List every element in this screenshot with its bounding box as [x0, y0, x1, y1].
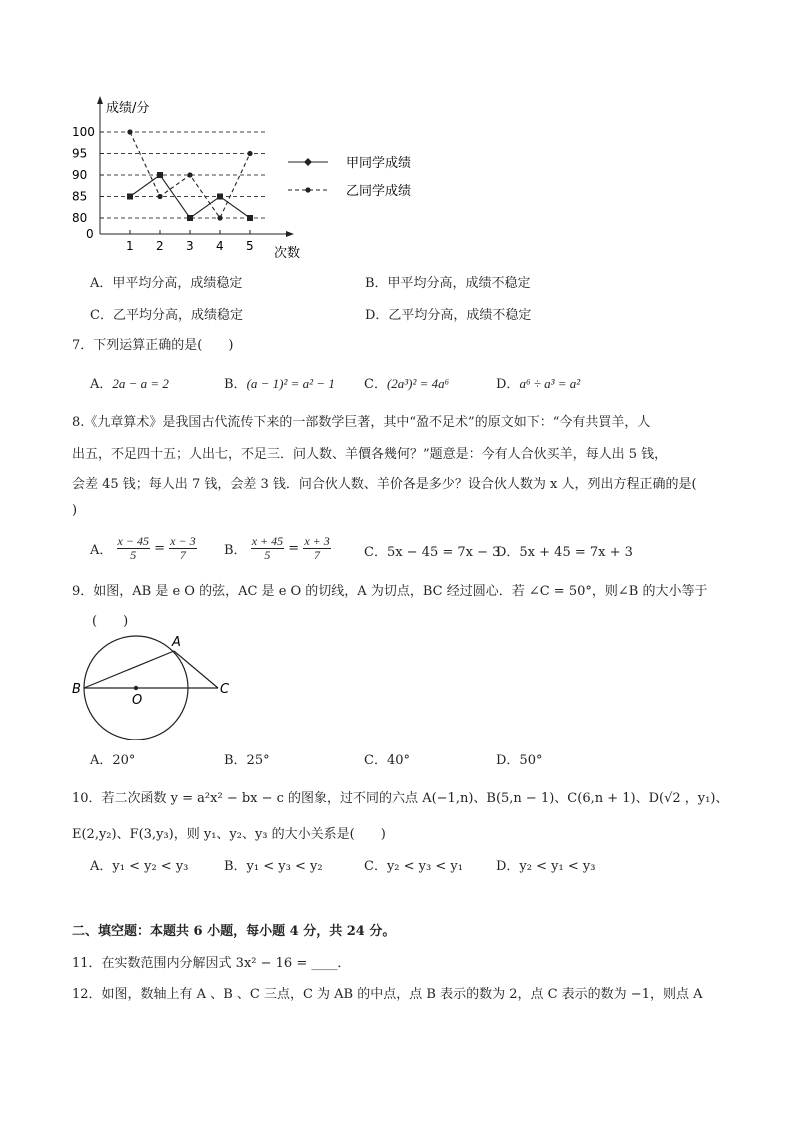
q10-line-2: E(2,y₂)、F(3,y₃)，则 y₁、y₂、y₃ 的大小关系是( ) — [72, 827, 386, 842]
q10-option-c: C．y₂ < y₃ < y₁ — [364, 859, 463, 874]
q8-b-label: B． — [224, 543, 247, 558]
x-axis-label: 次数 — [274, 246, 301, 261]
x-tick-label-1: 1 — [126, 239, 134, 253]
origin-label: 0 — [86, 227, 94, 241]
q7-a-label: A． — [90, 377, 113, 392]
q8-b-equals: = — [288, 541, 300, 556]
y-tick-label-80: 80 — [72, 211, 88, 225]
q8-b-left-num: x + 45 — [251, 534, 284, 548]
series-0-point-2 — [187, 215, 193, 221]
segment-ac — [174, 651, 218, 688]
q6-option-d: D．乙平均分高，成绩不稳定 — [365, 308, 532, 323]
series-0-point-0 — [127, 194, 133, 200]
q7-stem: 7．下列运算正确的是( ) — [72, 338, 234, 353]
series-1-point-2 — [187, 172, 192, 177]
q8-line-2: 出五，不足四十五；人出七，不足三．问人数、羊價各幾何？”题意是：今有人合伙买羊，每人出 5 钱， — [72, 447, 668, 462]
series-line-0 — [130, 175, 250, 218]
q8-a-left-fraction — [117, 535, 150, 562]
x-tick-label-3: 3 — [186, 239, 194, 253]
y-axis-arrow — [97, 96, 103, 104]
legend-label-1: 乙同学成绩 — [346, 184, 412, 199]
q7-option-a — [90, 373, 169, 392]
q7-a-expr: 2a − a = 2 — [112, 376, 169, 391]
q8-b-right-fraction — [303, 535, 330, 562]
q7-option-d — [496, 373, 580, 392]
q8-option-c: C．5x − 45 = 7x − 3 — [364, 545, 501, 560]
section-2-heading: 二、填空题：本题共 6 小题，每小题 4 分，共 24 分。 — [72, 924, 396, 939]
q8-a-right-den: 7 — [179, 548, 186, 562]
q9-option-c: C．40° — [364, 753, 410, 768]
q7-b-label: B． — [224, 377, 247, 392]
q8-a-equals: = — [154, 541, 166, 556]
q6-option-a: A．甲平均分高，成绩稳定 — [90, 276, 243, 291]
series-1-point-1 — [157, 194, 162, 199]
q8-a-left-num: x − 45 — [117, 534, 149, 548]
y-tick-label-90: 90 — [72, 168, 88, 182]
q8-option-a — [90, 535, 197, 562]
q6-option-c: C．乙平均分高，成绩稳定 — [90, 308, 243, 323]
q10-option-d: D．y₂ < y₁ < y₃ — [496, 859, 596, 874]
q8-a-right-fraction — [169, 535, 196, 562]
q7-c-label: C． — [364, 377, 387, 392]
q7-d-expr: a⁶ ÷ a³ = a² — [519, 376, 581, 391]
y-tick-label-85: 85 — [72, 189, 88, 204]
center-point — [134, 686, 138, 690]
q8-a-label: A． — [90, 543, 113, 558]
series-1-point-4 — [247, 151, 252, 156]
q7-option-b — [224, 373, 335, 392]
series-0-point-4 — [247, 215, 253, 221]
score-line-chart — [60, 90, 440, 270]
q8-a-right-num: x − 3 — [170, 534, 196, 548]
segment-ab — [84, 651, 174, 688]
q7-b-expr: (a − 1)² = a² − 1 — [246, 376, 335, 391]
q8-line-3: 会差 45 钱；每人出 7 钱，会差 3 钱．问合伙人数、羊价各是多少？设合伙人数为 x 人，列出方程正确的是( — [72, 477, 697, 492]
q10-line-1: 10．若二次函数 y = a²x² − bx − c 的图象，过不同的六点 A(−1,n)、B(5,n − 1)、C(6,n + 1)、D(√2 ，y₁)、 — [72, 791, 729, 806]
q6-option-b: B．甲平均分高，成绩不稳定 — [365, 276, 531, 291]
label-b: B — [72, 682, 81, 697]
q8-option-b — [224, 535, 331, 562]
x-tick-label-2: 2 — [156, 239, 164, 253]
q8-line-4: ) — [72, 503, 78, 518]
q8-line-1: 8.《九章算术》是我国古代流传下来的一部数学巨著，其中“盈不足术”的原文如下：“今有共買羊，人 — [72, 415, 651, 430]
q8-b-left-fraction — [251, 535, 284, 562]
label-c: C — [220, 682, 230, 697]
series-0-point-3 — [217, 194, 223, 200]
q10-option-b: B．y₁ < y₃ < y₂ — [224, 859, 323, 874]
series-0-point-1 — [157, 172, 163, 178]
q11: 11．在实数范围内分解因式 3x² − 16 = ____． — [72, 956, 351, 971]
q7-c-expr: (2a³)² = 4a⁶ — [386, 376, 450, 391]
label-o: O — [132, 693, 143, 708]
q8-b-right-num: x + 3 — [304, 534, 330, 548]
x-tick-label-5: 5 — [246, 239, 254, 253]
q12: 12．如图，数轴上有 A 、B 、C 三点，C 为 AB 的中点，点 B 表示的数为 2，点 C 表示的数为 −1，则点 A — [72, 987, 703, 1002]
legend-marker-0 — [304, 158, 312, 166]
circle-tangent-figure — [66, 630, 246, 740]
q9-option-b: B．25° — [224, 753, 270, 768]
y-axis-label: 成绩/分 — [106, 101, 150, 116]
q7-option-c — [364, 373, 449, 392]
x-tick-label-4: 4 — [216, 239, 224, 253]
q9-paren: ( ) — [92, 614, 129, 629]
x-axis-arrow — [286, 231, 294, 237]
y-tick-label-100: 100 — [72, 125, 95, 139]
series-1-point-0 — [127, 129, 132, 134]
label-a: A — [172, 635, 181, 650]
q8-b-left-den: 5 — [264, 548, 271, 562]
q10-option-a: A．y₁ < y₂ < y₃ — [90, 859, 189, 874]
legend-label-0: 甲同学成绩 — [346, 156, 412, 171]
q9-stem: 9．如图，AB 是 e O 的弦，AC 是 e O 的切线，A 为切点，BC 经过圆心．若 ∠C = 50°，则∠B 的大小等于 — [72, 584, 708, 599]
q9-option-a: A．20° — [90, 753, 136, 768]
q7-d-label: D． — [496, 377, 520, 392]
q8-option-d: D．5x + 45 = 7x + 3 — [496, 545, 633, 560]
q8-b-right-den: 7 — [314, 548, 321, 562]
legend-marker-1 — [305, 187, 310, 192]
y-tick-label-95: 95 — [72, 146, 88, 161]
q8-a-left-den: 5 — [130, 548, 137, 562]
series-1-point-3 — [217, 215, 222, 220]
q9-option-d: D．50° — [496, 753, 543, 768]
